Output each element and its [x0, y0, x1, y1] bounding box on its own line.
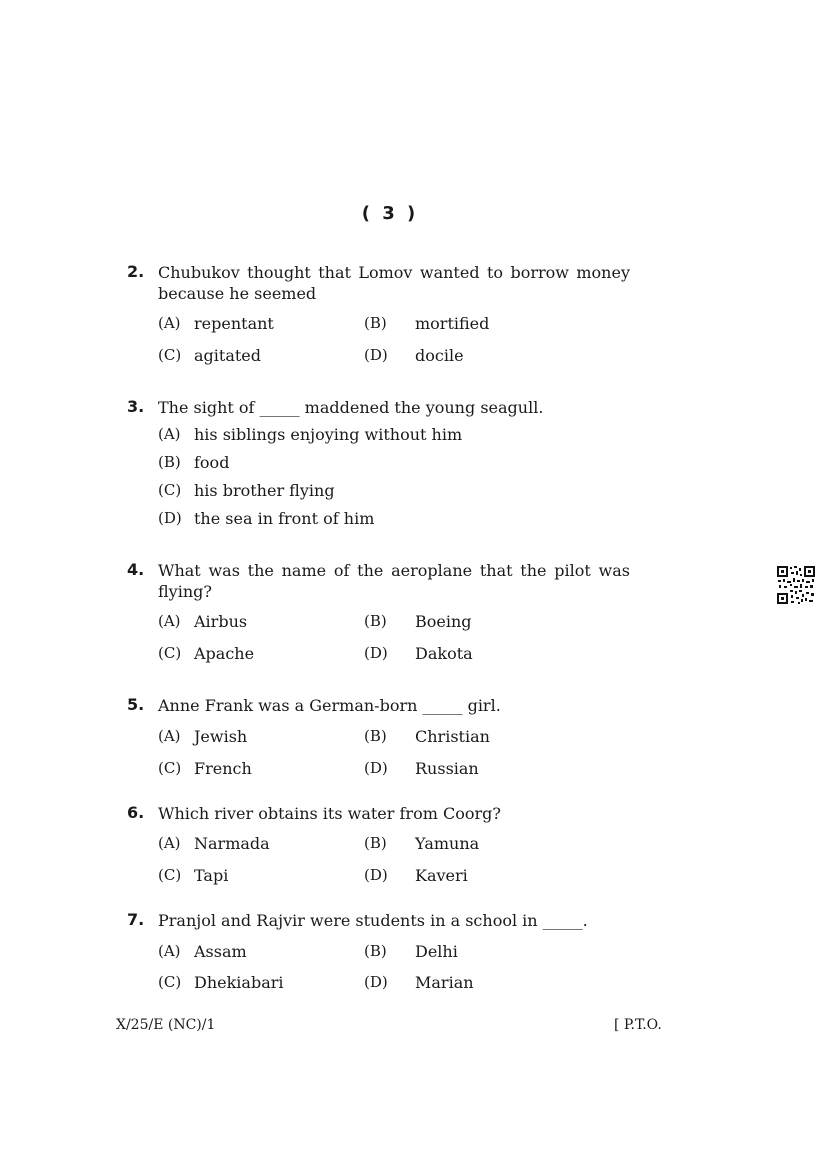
option-label: (C): [158, 644, 182, 662]
question-text: Which river obtains its water from Coorg?: [158, 804, 501, 823]
option-label: (D): [364, 866, 388, 884]
pto-label: [ P.T.O.: [614, 1017, 662, 1033]
option-label: (B): [364, 942, 387, 960]
page-number: ( 3 ): [361, 203, 419, 224]
option-text: Boeing: [415, 612, 472, 631]
option-text: Dakota: [415, 644, 473, 663]
option-label: (B): [364, 834, 387, 852]
question-text: What was the name of the aeroplane that the pilot was flying?: [158, 561, 630, 601]
option-text: Airbus: [194, 612, 248, 631]
option-text: Marian: [415, 973, 474, 992]
question-number: 7.: [127, 910, 145, 929]
question-number: 4.: [127, 560, 145, 579]
option-text: Dhekiabari: [194, 973, 284, 992]
question-number: 6.: [127, 803, 145, 822]
option-label: (D): [364, 644, 388, 662]
option-label: (D): [364, 759, 388, 777]
option-text: Tapi: [194, 866, 229, 885]
option-text: his siblings enjoying without him: [194, 425, 463, 444]
option-text: food: [194, 453, 230, 472]
question-text: Pranjol and Rajvir were students in a school in _____.: [158, 911, 588, 930]
option-label: (A): [158, 314, 181, 332]
question-text: Anne Frank was a German-born _____ girl.: [158, 696, 501, 715]
question-text: The sight of _____ maddened the young seagull.: [158, 398, 544, 417]
option-label: (C): [158, 759, 182, 777]
question-number: 2.: [127, 262, 145, 281]
option-text: mortified: [415, 314, 490, 333]
option-text: Apache: [194, 644, 255, 663]
option-text: his brother flying: [194, 481, 335, 500]
option-text: Kaveri: [415, 866, 468, 885]
option-label: (B): [364, 727, 387, 745]
option-label: (A): [158, 942, 181, 960]
option-text: French: [194, 759, 252, 778]
option-label: (C): [158, 973, 182, 991]
option-label: (A): [158, 612, 181, 630]
option-text: Narmada: [194, 834, 270, 853]
option-label: (B): [364, 314, 387, 332]
paper-code: X/25/E (NC)/1: [116, 1017, 216, 1033]
option-label: (C): [158, 866, 182, 884]
option-label: (C): [158, 481, 182, 499]
option-label: (D): [158, 509, 182, 527]
option-text: docile: [415, 346, 464, 365]
option-text: Yamuna: [415, 834, 480, 853]
option-text: Delhi: [415, 942, 458, 961]
option-label: (A): [158, 425, 181, 443]
option-label: (A): [158, 727, 181, 745]
question-number: 3.: [127, 397, 145, 416]
option-label: (A): [158, 834, 181, 852]
option-label: (C): [158, 346, 182, 364]
option-text: Jewish: [194, 727, 248, 746]
option-label: (D): [364, 973, 388, 991]
question-text: Chubukov thought that Lomov wanted to borrow money because he seemed: [158, 263, 630, 303]
option-text: Christian: [415, 727, 490, 746]
option-text: the sea in front of him: [194, 509, 375, 528]
option-label: (B): [158, 453, 181, 471]
option-label: (D): [364, 346, 388, 364]
qr-code-icon: [776, 565, 816, 605]
option-label: (B): [364, 612, 387, 630]
option-text: Assam: [194, 942, 247, 961]
question-number: 5.: [127, 695, 145, 714]
option-text: agitated: [194, 346, 262, 365]
option-text: repentant: [194, 314, 274, 333]
option-text: Russian: [415, 759, 479, 778]
